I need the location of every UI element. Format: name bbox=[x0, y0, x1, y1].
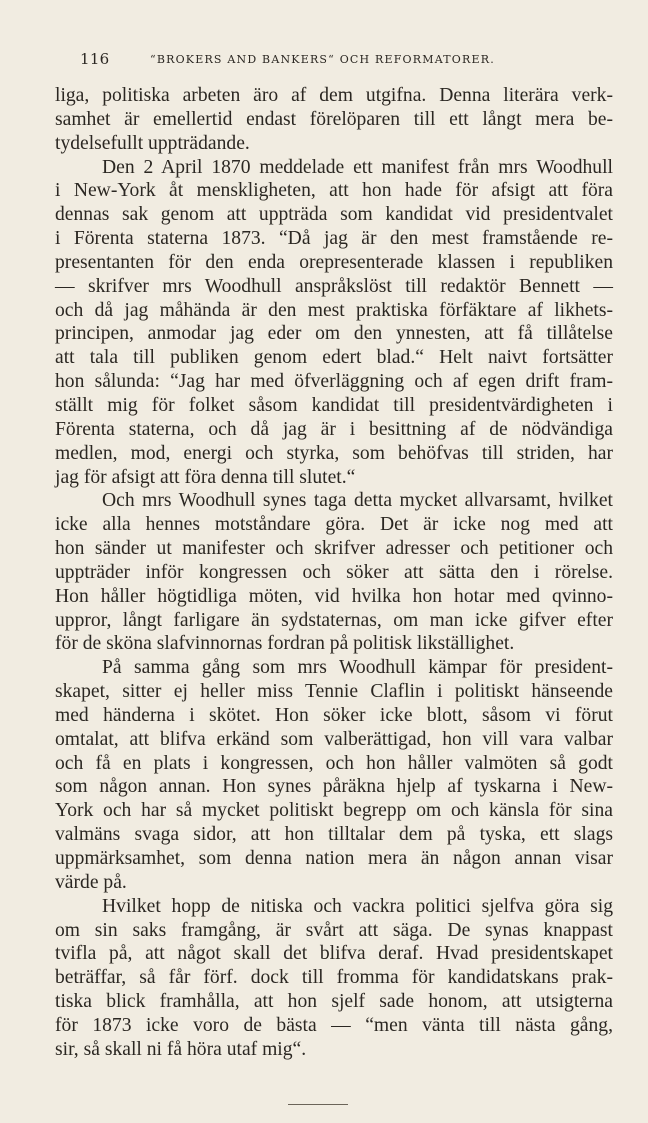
text-line: beträffar, så får förf. dock till fromma för kandidatskans prak- bbox=[55, 967, 613, 989]
text-line: att tala till publiken genom edert blad.“ Helt naivt fortsätter bbox=[55, 347, 613, 369]
text-line: sir, så skall ni få höra utaf mig“. bbox=[55, 1038, 307, 1060]
text-line: som någon annan. Hon synes påräkna hjelp af tyskarna i New- bbox=[55, 776, 613, 798]
text-line: skapet, sitter ej heller miss Tennie Claflin i politiskt hänseende bbox=[55, 681, 613, 703]
running-head bbox=[80, 50, 610, 72]
text-line: tiska blick framhålla, att hon sjelf sade honom, att utsigterna bbox=[55, 991, 613, 1013]
section-divider bbox=[288, 1104, 348, 1105]
running-head-title: “BROKERS AND BANKERS“ OCH REFORMATORER. bbox=[150, 53, 495, 66]
text-line: valmäns svaga sidor, att hon tilltalar dem på tyska, ett slags bbox=[55, 824, 613, 846]
text-line: i New-York åt menskligheten, att hon hade för afsigt att föra bbox=[55, 180, 613, 202]
paragraph-first-line: Hvilket hopp de nitiska och vackra politici sjelfva göra sig bbox=[102, 895, 613, 917]
text-line: tydelsefullt uppträdande. bbox=[55, 132, 250, 154]
text-line: tvifla på, att något skall det blifva deraf. Hvad presidentskapet bbox=[55, 943, 613, 965]
body-text bbox=[55, 84, 613, 1062]
text-line: om sin saks framgång, är svårt att säga. De synas knappast bbox=[55, 919, 613, 941]
text-line: samhet är emellertid endast förelöparen till ett långt mera be- bbox=[55, 108, 613, 130]
text-line: principen, anmodar jag eder om den ynnesten, att få tillåtelse bbox=[55, 323, 613, 345]
text-line: värde på. bbox=[55, 871, 127, 893]
text-line: Hon håller högtidliga möten, vid hvilka hon hotar med qvinno- bbox=[55, 585, 613, 607]
text-line: med händerna i skötet. Hon söker icke blott, såsom vi förut bbox=[55, 704, 613, 726]
text-line: medlen, mod, energi och styrka, som behöfvas till striden, har bbox=[55, 442, 613, 464]
text-line: i Förenta staterna 1873. “Då jag är den mest framstående re- bbox=[55, 228, 613, 250]
text-line: ställt mig för folket såsom kandidat till presidentvärdigheten i bbox=[55, 394, 613, 416]
text-line: hon sänder ut manifester och skrifver adresser och petitioner och bbox=[55, 538, 613, 560]
paragraph-first-line: Och mrs Woodhull synes taga detta mycket allvarsamt, hvilket bbox=[102, 490, 613, 512]
text-line: presentanten för den enda orepresenterade klassen i republiken bbox=[55, 251, 613, 273]
paragraph-first-line: Den 2 April 1870 meddelade ett manifest från mrs Woodhull bbox=[102, 156, 613, 178]
text-line: liga, politiska arbeten äro af dem utgifna. Denna literära verk- bbox=[55, 85, 613, 106]
text-line: icke alla hennes motståndare göra. Det är icke nog med att bbox=[55, 514, 613, 536]
text-line: York och har så mycket politiskt begrepp om och känsla för sina bbox=[55, 800, 613, 822]
text-line: för 1873 icke voro de bästa — “men vänta till nästa gång, bbox=[55, 1014, 613, 1036]
text-line: och då jag måhända är den mest praktiska förfäktare af likhets- bbox=[55, 299, 613, 321]
page-number: 116 bbox=[80, 50, 110, 68]
text-line: jag för afsigt att föra denna till slutet.“ bbox=[55, 466, 356, 488]
text-line: omtalat, att blifva erkänd som valberättigad, hon vill vara valbar bbox=[55, 728, 613, 750]
text-line: hon sålunda: “Jag har med öfverläggning och af egen drift fram- bbox=[55, 371, 613, 393]
text-line: uppmärksamhet, som denna nation mera än någon annan visar bbox=[55, 848, 613, 869]
text-line: uppror, långt farligare än sydstaternas, om man icke gifver efter bbox=[55, 609, 613, 631]
text-line: och få en plats i kongressen, och hon håller valmöten så godt bbox=[55, 752, 613, 774]
text-line: uppträder inför kongressen och söker att sätta den i rörelse. bbox=[55, 561, 613, 583]
text-line: — skrifver mrs Woodhull anspråkslöst till redaktör Bennett — bbox=[55, 275, 613, 297]
paragraph-first-line: På samma gång som mrs Woodhull kämpar för president- bbox=[102, 657, 613, 679]
text-line: för de sköna slafvinnornas fordran på politisk likställighet. bbox=[55, 633, 515, 655]
text-line: Förenta staterna, och då jag är i besittning af de nödvändiga bbox=[55, 418, 613, 440]
text-line: dennas sak genom att uppträda som kandidat vid presidentvalet bbox=[55, 204, 613, 226]
